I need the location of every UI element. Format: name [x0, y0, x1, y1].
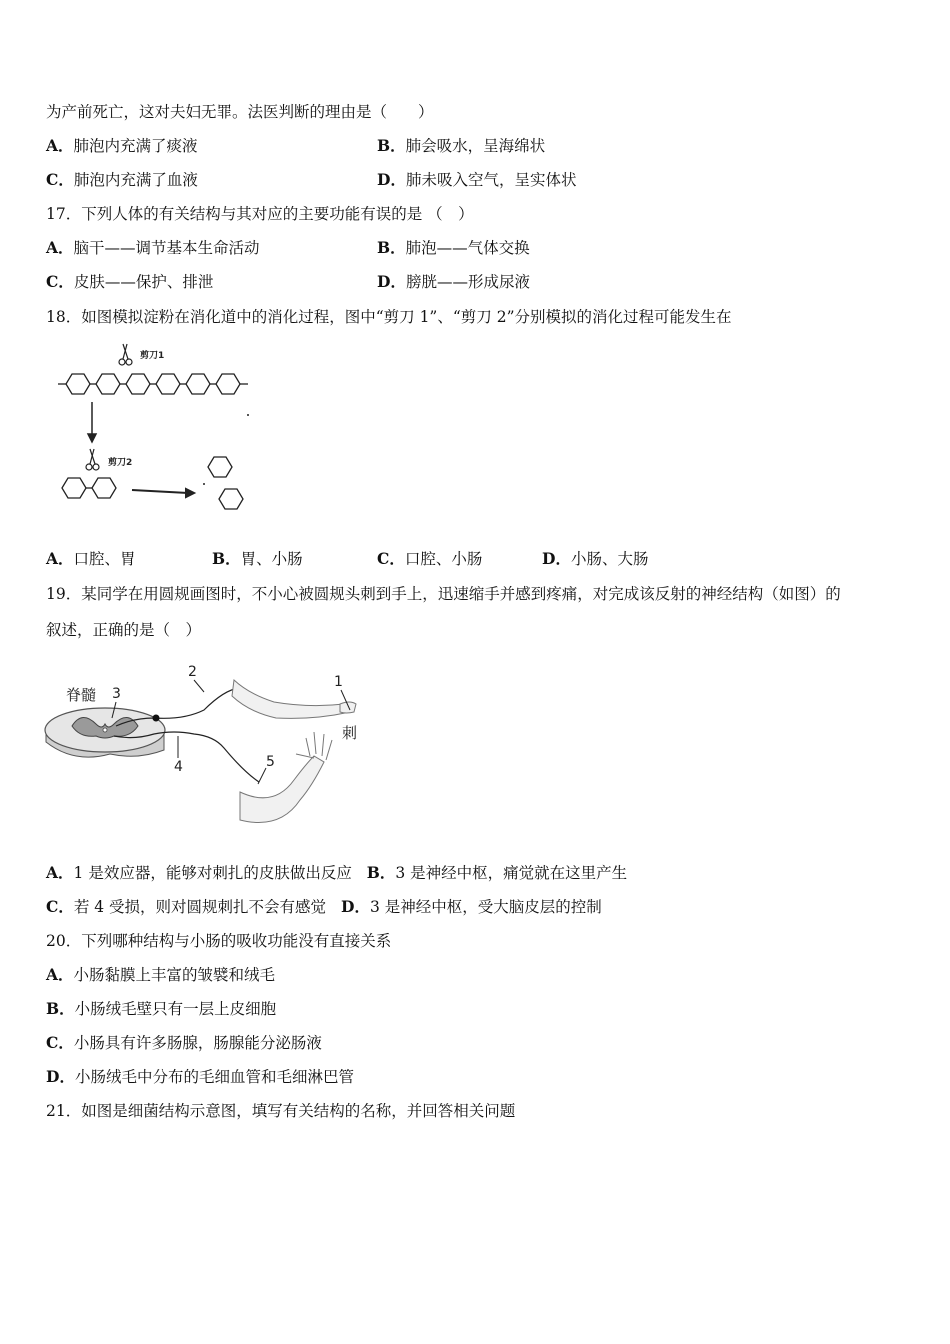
option-text: 3 是神经中枢，痛觉就在这里产生: [395, 864, 628, 882]
q19-option-cd-row: [46, 897, 602, 917]
right-arrow-icon: [132, 489, 194, 497]
option-label: D．: [46, 1067, 75, 1086]
label-5: 5: [266, 754, 275, 770]
spinal-cord: [45, 708, 165, 757]
option-label: C．: [46, 170, 74, 189]
scissors-2-label: 剪刀2: [108, 458, 133, 468]
q20-option-d[interactable]: [46, 1067, 354, 1087]
arm-lower: [240, 732, 332, 823]
q19-option-b[interactable]: [367, 864, 627, 882]
scissors-1-label: 剪刀1: [140, 351, 165, 361]
q18-option-a[interactable]: [46, 549, 136, 569]
q16-option-a[interactable]: [46, 136, 198, 156]
option-text: 膀胱——形成尿液: [405, 273, 530, 291]
q17-option-b[interactable]: [377, 238, 530, 258]
q19-option-a[interactable]: [46, 864, 352, 882]
option-text: 小肠黏膜上丰富的皱襞和绒毛: [73, 966, 276, 984]
option-text: 胃、小肠: [240, 550, 303, 568]
scissors-icon: [119, 344, 132, 365]
q17-option-d[interactable]: [377, 272, 530, 292]
option-text: 口腔、小肠: [404, 550, 483, 568]
q21-stem: 21．如图是细菌结构示意图，填写有关结构的名称，并回答相关问题: [46, 1102, 516, 1120]
q17-option-c[interactable]: [46, 272, 213, 292]
option-text: 肺泡内充满了痰液: [73, 137, 198, 155]
option-label: D．: [377, 272, 406, 291]
q18-option-d[interactable]: [542, 549, 648, 569]
option-label: A．: [46, 136, 74, 155]
option-label: C．: [377, 549, 405, 568]
option-label: C．: [46, 897, 74, 916]
option-text: 肺未吸入空气，呈实体状: [405, 171, 577, 189]
starch-digestion-figure: [52, 336, 262, 526]
label-4: 4: [174, 759, 183, 775]
q19-option-ab-row: [46, 863, 627, 883]
q20-stem: 20．下列哪种结构与小肠的吸收功能没有直接关系: [46, 932, 392, 950]
option-label: A．: [46, 549, 74, 568]
option-label: A．: [46, 863, 74, 882]
q16-option-b[interactable]: [377, 136, 545, 156]
q19-stem-line-2: 叙述，正确的是（ ）: [46, 621, 202, 639]
label-1: 1: [334, 674, 343, 690]
reflex-arc-figure: [44, 660, 364, 840]
down-arrow-icon: [88, 402, 96, 442]
scissors-icon: [86, 449, 99, 470]
option-text: 若 4 受损，则对圆规刺扎不会有感觉: [73, 898, 327, 916]
option-label: D．: [542, 549, 571, 568]
q19-stem-line-1: 19．某同学在用圆规画图时，不小心被圆规头刺到手上，迅速缩手并感到疼痛，对完成该反射的神经结构（如图）的: [46, 585, 841, 603]
label-3: 3: [112, 686, 121, 702]
option-label: B．: [377, 238, 406, 257]
q17-stem: 17．下列人体的有关结构与其对应的主要功能有误的是 （ ）: [46, 205, 474, 223]
option-text: 脑干——调节基本生命活动: [73, 239, 260, 257]
option-text: 肺泡内充满了血液: [73, 171, 198, 189]
option-label: B．: [377, 136, 406, 155]
option-text: 口腔、胃: [73, 550, 136, 568]
option-text: 小肠绒毛中分布的毛细血管和毛细淋巴管: [74, 1068, 354, 1086]
q18-option-b[interactable]: [212, 549, 303, 569]
spinal-cord-label: 脊髓: [66, 686, 97, 704]
q19-option-d[interactable]: [341, 898, 602, 916]
option-text: 皮肤——保护、排泄: [73, 273, 214, 291]
q17-option-a[interactable]: [46, 238, 260, 258]
maltose-molecule: [62, 478, 116, 498]
option-label: C．: [46, 272, 74, 291]
option-text: 3 是神经中枢，受大脑皮层的控制: [369, 898, 602, 916]
option-label: A．: [46, 238, 74, 257]
option-text: 小肠、大肠: [570, 550, 649, 568]
q20-option-a[interactable]: [46, 965, 275, 985]
q18-option-c[interactable]: [377, 549, 482, 569]
label-2: 2: [188, 664, 197, 680]
option-label: D．: [377, 170, 406, 189]
option-text: 小肠具有许多肠腺，肠腺能分泌肠液: [73, 1034, 322, 1052]
q20-option-c[interactable]: [46, 1033, 322, 1053]
q16-stem: 为产前死亡，这对夫妇无罪。法医判断的理由是（ ）: [46, 103, 434, 121]
option-label: A．: [46, 965, 74, 984]
option-text: 肺会吸水，呈海绵状: [405, 137, 546, 155]
option-label: B．: [46, 999, 75, 1018]
option-label: D．: [341, 897, 370, 916]
q18-stem: 18．如图模拟淀粉在消化道中的消化过程，图中“剪刀 1”、“剪刀 2”分别模拟的消化过程可能发生在: [46, 308, 732, 326]
option-text: 小肠绒毛壁只有一层上皮细胞: [74, 1000, 277, 1018]
option-text: 肺泡——气体交换: [405, 239, 530, 257]
q20-option-b[interactable]: [46, 999, 276, 1019]
option-label: C．: [46, 1033, 74, 1052]
q19-option-c[interactable]: [46, 898, 326, 916]
glucose-molecules: [208, 457, 243, 509]
q16-option-d[interactable]: [377, 170, 576, 190]
option-text: 1 是效应器，能够对刺扎的皮肤做出反应: [73, 864, 352, 882]
option-label: B．: [212, 549, 241, 568]
starch-chain: [58, 374, 248, 394]
stab-label: 刺: [342, 724, 358, 742]
option-label: B．: [366, 863, 396, 882]
q16-option-c[interactable]: [46, 170, 198, 190]
